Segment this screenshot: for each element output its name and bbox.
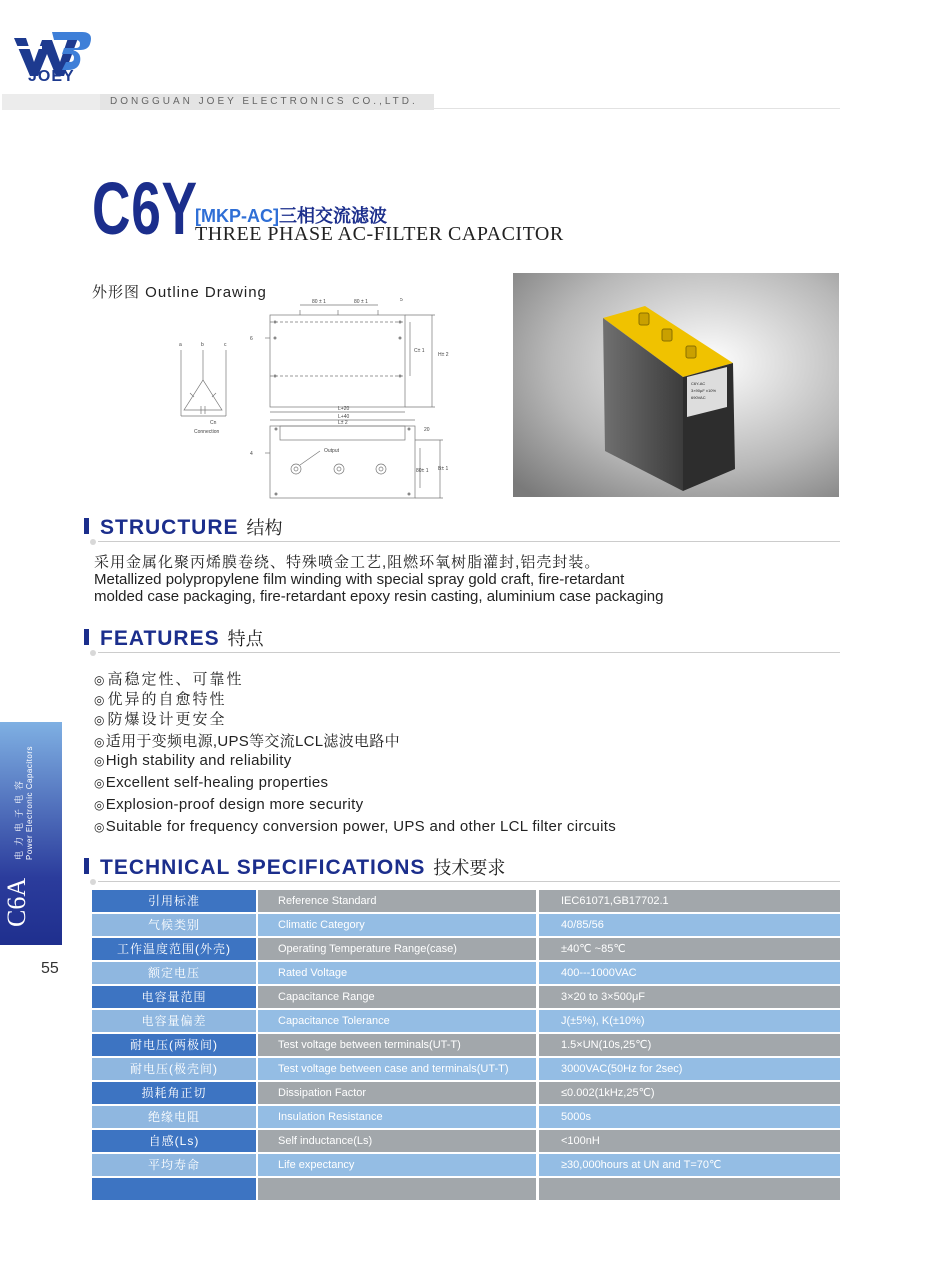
spec-name-en: Climatic Category [258, 914, 536, 936]
spec-name-cn: 绝缘电阻 [92, 1106, 256, 1128]
feature-item [94, 730, 400, 751]
spec-value: ≥30,000hours at UN and T=70℃ [539, 1154, 840, 1176]
spec-name-cn: 平均寿命 [92, 1154, 256, 1176]
table-row [92, 1130, 840, 1152]
structure-text-en-2: molded case packaging, fire-retardant epoxy resin casting, aluminium case packaging [94, 588, 664, 605]
dim-top: 5 [400, 298, 403, 303]
table-row [92, 1154, 840, 1176]
specs-rule [98, 881, 840, 882]
spec-value: 40/85/56 [539, 914, 840, 936]
dim-4: 4 [250, 451, 253, 457]
structure-text-cn: 采用金属化聚丙烯膜卷绕、特殊喷金工艺,阻燃环氧树脂灌封,铝壳封装。 [94, 554, 601, 571]
table-row [92, 914, 840, 936]
features-rule [98, 652, 840, 653]
outline-drawing [170, 298, 470, 503]
dim-l40: L+40 [338, 414, 350, 420]
table-row [92, 1106, 840, 1128]
product-series: [MKP-AC] [195, 206, 279, 226]
feature-item [94, 752, 292, 769]
structure-text-en-1: Metallized polypropylene film winding with special spray gold craft, fire-retardant [94, 571, 625, 588]
feature-text: 防爆设计更安全 [107, 711, 227, 728]
spec-name-en: Capacitance Tolerance [258, 1010, 536, 1032]
heading-bar [84, 518, 89, 534]
spec-name-cn [92, 1178, 256, 1200]
heading-dot [90, 539, 96, 545]
structure-heading-cn: 结构 [246, 518, 283, 538]
heading-dot [90, 650, 96, 656]
bullet-icon: ◎ [94, 735, 105, 749]
table-row [92, 1034, 840, 1056]
feature-item [94, 818, 616, 835]
spec-name-en: Rated Voltage [258, 962, 536, 984]
spec-name-cn: 自感(Ls) [92, 1130, 256, 1152]
spec-name-en: Reference Standard [258, 890, 536, 912]
spec-value [539, 1178, 840, 1200]
product-code: C6Y [92, 167, 198, 250]
spec-name-cn: 额定电压 [92, 962, 256, 984]
features-heading-en: FEATURES [100, 627, 220, 650]
bullet-icon: ◎ [94, 798, 105, 812]
spec-name-en [258, 1178, 536, 1200]
bullet-icon: ◎ [94, 754, 105, 768]
output-label: Output [324, 448, 340, 454]
bullet-icon: ◎ [94, 673, 107, 687]
heading-dot [90, 879, 96, 885]
dim-pitch-1: 80 ± 1 [312, 299, 326, 305]
side-tab-cn: 电力电子电容 [14, 775, 24, 860]
spec-name-en: Operating Temperature Range(case) [258, 938, 536, 960]
spec-value: ±40℃ ~85℃ [539, 938, 840, 960]
label-line-2: 3×90µF ±10% [691, 388, 717, 393]
spec-value: 1.5×UN(10s,25℃) [539, 1034, 840, 1056]
phase-b: b [201, 342, 204, 348]
table-row [92, 938, 840, 960]
spec-name-cn: 电容量范围 [92, 986, 256, 1008]
spec-name-cn: 电容量偏差 [92, 1010, 256, 1032]
feature-text: 适用于变频电源,UPS等交流LCL滤波电路中 [105, 733, 400, 750]
dim-l2: L± 2 [338, 420, 348, 426]
bullet-icon: ◎ [94, 820, 105, 834]
feature-text: High stability and reliability [105, 752, 292, 769]
company-bar-accent [2, 94, 100, 110]
spec-name-cn: 损耗角正切 [92, 1082, 256, 1104]
feature-item [94, 708, 227, 729]
spec-value: <100nH [539, 1130, 840, 1152]
table-row [92, 1178, 840, 1200]
feature-text: Explosion-proof design more security [105, 796, 364, 813]
product-name-en: THREE PHASE AC-FILTER CAPACITOR [195, 223, 564, 245]
page-number: 55 [41, 960, 59, 977]
spec-value: IEC61071,GB17702.1 [539, 890, 840, 912]
heading-bar [84, 858, 89, 874]
feature-text: 优异的自愈特性 [107, 691, 227, 708]
feature-item [94, 796, 363, 813]
dim-b: B± 1 [438, 466, 449, 472]
dim-c: C± 1 [414, 348, 425, 354]
dim-pitch-2: 80 ± 1 [354, 299, 368, 305]
side-tab-en: Power Electronic Capacitors [25, 746, 34, 860]
product-type-cn: 三相交流滤波 [278, 206, 387, 226]
bullet-icon: ◎ [94, 693, 107, 707]
dim-20: 20 [424, 427, 430, 433]
specs-heading-cn: 技术要求 [433, 858, 506, 878]
label-line-3: 690VAC [691, 395, 706, 400]
header-rule [434, 108, 840, 109]
cn-label: Cn [210, 420, 217, 426]
bullet-icon: ◎ [94, 776, 105, 790]
heading-bar [84, 629, 89, 645]
company-name: DONGGUAN JOEY ELECTRONICS CO.,LTD. [110, 96, 418, 107]
spec-value: 3×20 to 3×500μF [539, 986, 840, 1008]
spec-name-en: Test voltage between case and terminals(UT-T) [258, 1058, 536, 1080]
structure-heading-en: STRUCTURE [100, 516, 239, 539]
spec-name-cn: 引用标准 [92, 890, 256, 912]
table-row [92, 1082, 840, 1104]
dim-side: 6 [250, 336, 253, 342]
spec-name-cn: 耐电压(极壳间) [92, 1058, 256, 1080]
product-photo [513, 273, 839, 497]
side-tab-code: C6A [2, 877, 31, 927]
table-row [92, 1010, 840, 1032]
feature-text: Suitable for frequency conversion power, UPS and other LCL filter circuits [105, 818, 617, 835]
feature-item [94, 774, 328, 791]
table-row [92, 890, 840, 912]
bullet-icon: ◎ [94, 713, 107, 727]
spec-value: 5000s [539, 1106, 840, 1128]
spec-name-en: Capacitance Range [258, 986, 536, 1008]
feature-text: Excellent self-healing properties [105, 774, 329, 791]
spec-name-en: Self inductance(Ls) [258, 1130, 536, 1152]
specs-heading-en: TECHNICAL SPECIFICATIONS [100, 856, 426, 879]
side-tab [0, 722, 62, 945]
table-row [92, 1058, 840, 1080]
label-line-1: C6Y-AC [691, 381, 706, 386]
phase-c: c [224, 342, 227, 348]
spec-name-cn: 气候类别 [92, 914, 256, 936]
spec-value: ≤0.002(1kHz,25℃) [539, 1082, 840, 1104]
table-row [92, 962, 840, 984]
spec-name-en: Insulation Resistance [258, 1106, 536, 1128]
dim-h: H± 2 [438, 352, 449, 358]
logo-text: JOEY [28, 68, 75, 85]
dim-l20: L+20 [338, 406, 350, 412]
spec-value: 3000VAC(50Hz for 2sec) [539, 1058, 840, 1080]
spec-value: 400---1000VAC [539, 962, 840, 984]
structure-rule [98, 541, 840, 542]
outline-drawing-label: 外形图 Outline Drawing [92, 284, 267, 301]
dim-b80: 80± 1 [416, 468, 429, 474]
spec-name-en: Dissipation Factor [258, 1082, 536, 1104]
spec-name-cn: 工作温度范围(外壳) [92, 938, 256, 960]
table-row [92, 986, 840, 1008]
spec-value: J(±5%), K(±10%) [539, 1010, 840, 1032]
spec-name-en: Life expectancy [258, 1154, 536, 1176]
spec-name-cn: 耐电压(两极间) [92, 1034, 256, 1056]
phase-a: a [179, 342, 182, 348]
spec-name-en: Test voltage between terminals(UT-T) [258, 1034, 536, 1056]
features-heading-cn: 特点 [227, 629, 264, 649]
feature-item [94, 688, 227, 709]
feature-text: 高稳定性、可靠性 [107, 671, 244, 688]
connection-label: Connection [194, 429, 220, 435]
feature-item [94, 668, 244, 689]
